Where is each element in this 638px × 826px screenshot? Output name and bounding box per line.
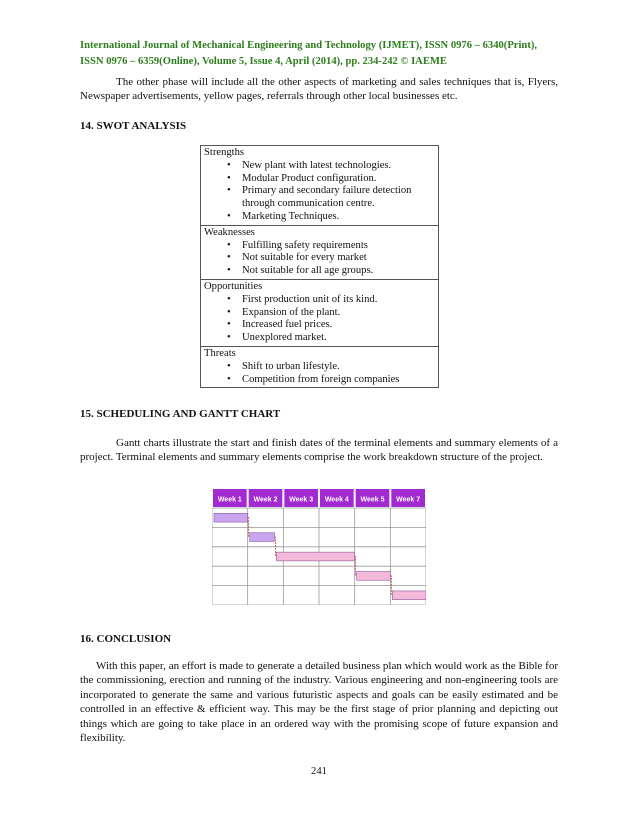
gantt-task-bar — [276, 552, 354, 561]
intro-paragraph: The other phase will include all the other aspects of marketing and sales techniques that is, Flyers, Newspaper advertisements, yellow pages, referrals through other local businesses etc. — [80, 76, 558, 103]
conclusion-paragraph: With this paper, an effort is made to generate a detailed business plan which would work as the Bible for the commissioning, erection and running of the industry. Various engineering and non-engineering tools are incorporated to generate the same and various futuristic aspects and goals can be easily estimated and be controlled in an effective & efficient way. This may be the first stage of prior planning and depicting out things which are going to take place in an ordered way with the promising scope of future expansion and flexibility. — [80, 660, 558, 745]
gantt-week-label: Week 4 — [324, 496, 349, 504]
gantt-task-bar — [250, 533, 275, 542]
gantt-week-label: Week 3 — [289, 496, 314, 504]
gantt-task-bar — [357, 572, 391, 581]
journal-header-line2: ISSN 0976 – 6359(Online), Volume 5, Issue 4, April (2014), pp. 234-242 © IAEME — [80, 56, 447, 67]
section-14-heading: 14. SWOT ANALYSIS — [80, 120, 187, 132]
journal-header-line1: International Journal of Mechanical Engineering and Technology (IJMET), ISSN 0976 – 6340(Print), — [80, 40, 538, 51]
section-15-heading: 15. SCHEDULING AND GANTT CHART — [80, 408, 281, 420]
swot-item-list — [204, 240, 435, 278]
swot-table — [200, 145, 439, 388]
gantt-task-bar — [214, 513, 248, 522]
swot-item-list — [204, 294, 435, 345]
gantt-chart — [212, 488, 426, 605]
swot-item: • First production unit of its kind. — [227, 294, 435, 307]
swot-item-list — [204, 160, 435, 224]
swot-item: • Primary and secondary failure detection through communication centre. — [227, 185, 435, 211]
gantt-week-label: Week 5 — [360, 496, 385, 504]
swot-item: • Modular Product configuration. — [227, 173, 435, 186]
swot-item: • Expansion of the plant. — [227, 307, 435, 320]
swot-item: • Not suitable for all age groups. — [227, 265, 435, 278]
swot-category-title: Weaknesses — [204, 226, 255, 238]
gantt-week-label: Week 1 — [217, 496, 242, 504]
swot-item: • Unexplored market. — [227, 332, 435, 345]
page-number: 241 — [311, 766, 327, 777]
gantt-week-label: Week 2 — [253, 496, 278, 504]
swot-item: • Increased fuel prices. — [227, 319, 435, 332]
section-15-paragraph: Gantt charts illustrate the start and finish dates of the terminal elements and summary elements of a project. Terminal elements and summary elements comprise the work breakdown structure of the project. — [80, 437, 558, 464]
swot-item: • Marketing Techniques. — [227, 211, 435, 224]
swot-weaknesses-row — [201, 225, 439, 279]
swot-strengths-row — [201, 146, 439, 226]
swot-category-title: Strengths — [204, 147, 245, 158]
swot-threats-row — [201, 346, 439, 387]
swot-item: • Not suitable for every market — [227, 252, 435, 265]
swot-category-title: Threats — [204, 347, 236, 359]
swot-category-title: Opportunities — [204, 280, 263, 292]
section-16-heading: 16. CONCLUSION — [80, 633, 172, 645]
swot-item: • Competition from foreign companies — [227, 374, 435, 387]
swot-item: • Fulfilling safety requirements — [227, 240, 435, 253]
swot-item: • New plant with latest technologies. — [227, 160, 435, 173]
swot-opportunities-row — [201, 279, 439, 346]
gantt-week-label: Week 7 — [396, 496, 421, 504]
swot-item-list — [204, 361, 435, 387]
gantt-task-bar — [392, 591, 426, 600]
swot-item: • Shift to urban lifestyle. — [227, 361, 435, 374]
journal-header — [80, 38, 558, 70]
